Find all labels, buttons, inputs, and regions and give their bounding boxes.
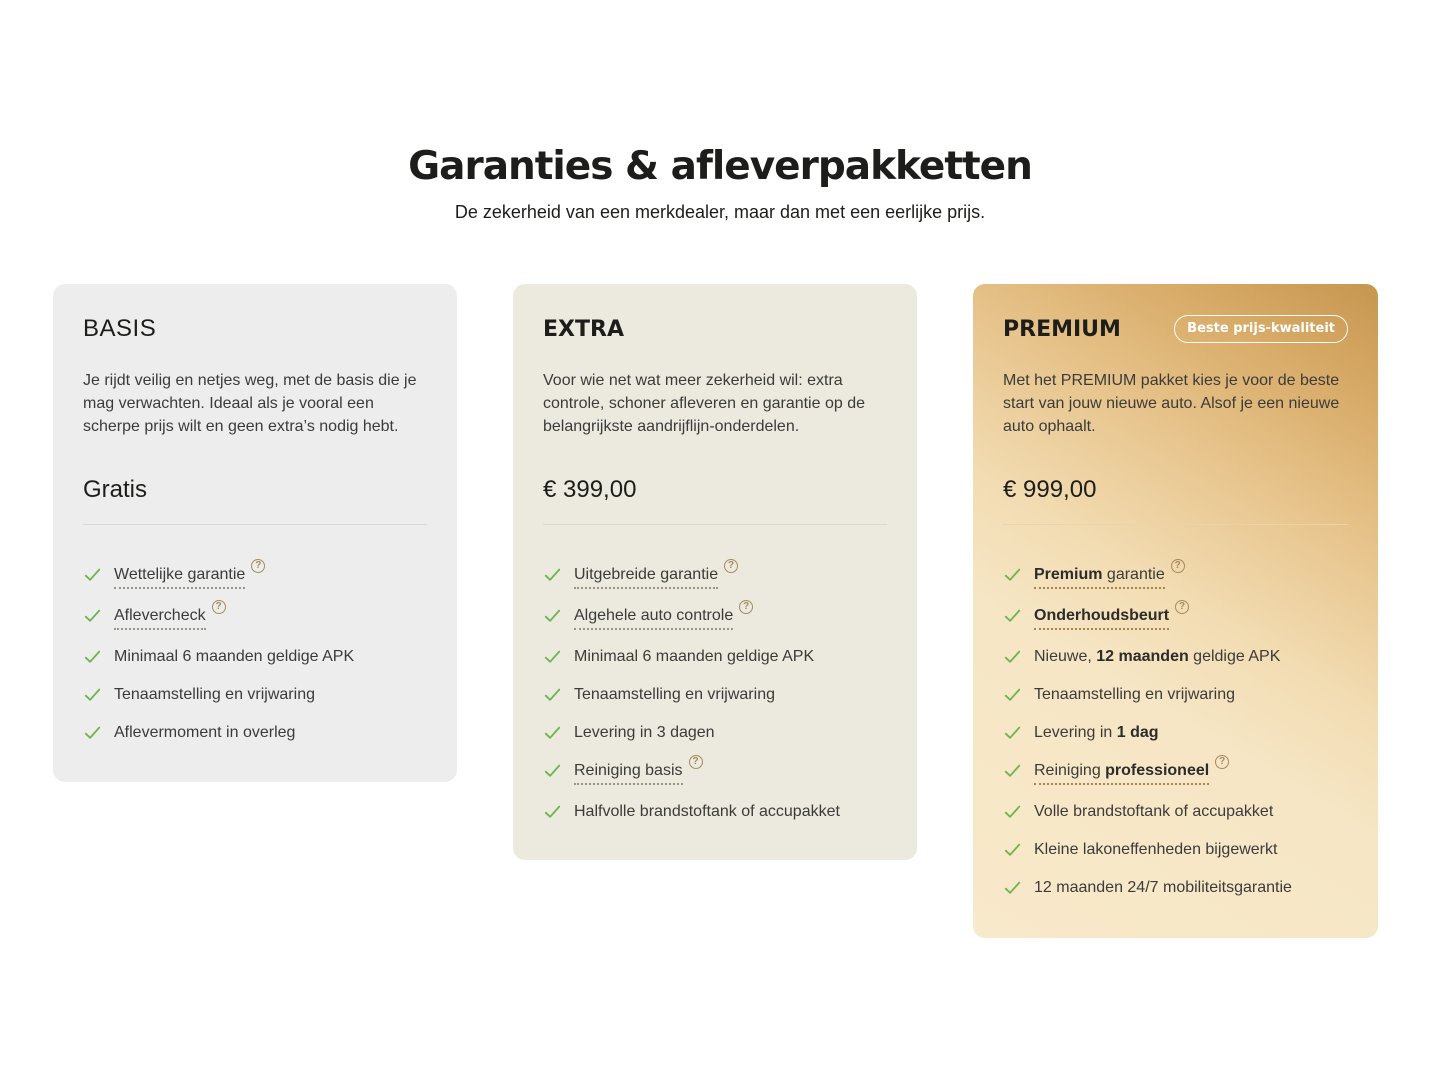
package-description: Met het PREMIUM pakket kies je voor de beste start van jouw nieuwe auto. Alsof je een nieuwe auto ophaalt.	[1003, 372, 1340, 435]
check-icon	[543, 802, 562, 821]
feature-row	[1003, 800, 1348, 823]
help-icon[interactable]: ?	[1175, 600, 1189, 614]
check-icon	[1003, 840, 1022, 859]
feature-label[interactable]: Premium garantie	[1034, 563, 1165, 589]
check-icon	[1003, 761, 1022, 780]
feature-list	[83, 560, 427, 744]
feature-label: Nieuwe, 12 maanden geldige APK	[1034, 648, 1281, 665]
check-icon	[1003, 723, 1022, 742]
help-icon[interactable]: ?	[739, 600, 753, 614]
feature-row	[543, 683, 887, 706]
feature-label: Halfvolle brandstoftank of accupakket	[574, 803, 840, 820]
help-icon[interactable]: ?	[1215, 755, 1229, 769]
check-icon	[83, 685, 102, 704]
feature-row	[83, 601, 427, 630]
feature-label[interactable]: Algehele auto controle	[574, 604, 733, 630]
feature-list	[543, 560, 887, 823]
help-icon[interactable]: ?	[212, 600, 226, 614]
feature-row	[83, 721, 427, 744]
feature-label: 12 maanden 24/7 mobiliteitsgarantie	[1034, 879, 1292, 896]
help-icon[interactable]: ?	[689, 755, 703, 769]
check-icon	[1003, 565, 1022, 584]
feature-row	[1003, 756, 1348, 785]
package-title-extra: EXTRA	[543, 316, 624, 342]
feature-row	[543, 756, 887, 785]
check-icon	[1003, 802, 1022, 821]
feature-label: Tenaamstelling en vrijwaring	[574, 686, 775, 703]
feature-label: Tenaamstelling en vrijwaring	[114, 686, 315, 703]
page-title: Garanties & afleverpakketten	[408, 144, 1032, 189]
feature-row	[83, 645, 427, 668]
help-icon[interactable]: ?	[1171, 559, 1185, 573]
feature-label: Levering in 1 dag	[1034, 724, 1159, 741]
feature-label[interactable]: Reiniging basis	[574, 759, 683, 785]
check-icon	[543, 761, 562, 780]
check-icon	[83, 723, 102, 742]
package-card-premium	[973, 284, 1378, 938]
best-value-badge: Beste prijs-kwaliteit	[1174, 315, 1348, 343]
feature-row	[543, 721, 887, 744]
feature-label: Levering in 3 dagen	[574, 724, 715, 741]
feature-row	[1003, 601, 1348, 630]
package-description: Je rijdt veilig en netjes weg, met de basis die je mag verwachten. Ideaal als je vooral een scherpe prijs wilt en geen extra’s nodig hebt.	[83, 372, 417, 435]
feature-label[interactable]: Onderhoudsbeurt	[1034, 604, 1169, 630]
package-price: Gratis	[83, 476, 148, 503]
check-icon	[543, 565, 562, 584]
feature-row	[83, 560, 427, 589]
feature-row	[1003, 683, 1348, 706]
check-icon	[1003, 647, 1022, 666]
divider	[1003, 524, 1348, 525]
package-price: € 399,00	[543, 476, 637, 503]
check-icon	[543, 685, 562, 704]
feature-row	[543, 560, 887, 589]
feature-label: Tenaamstelling en vrijwaring	[1034, 686, 1235, 703]
feature-label: Aflevermoment in overleg	[114, 724, 296, 741]
package-price: € 999,00	[1003, 476, 1097, 503]
feature-label: Minimaal 6 maanden geldige APK	[574, 648, 815, 665]
package-title-basis: BASIS	[83, 315, 157, 342]
check-icon	[83, 647, 102, 666]
feature-label[interactable]: Reiniging professioneel	[1034, 759, 1209, 785]
check-icon	[83, 606, 102, 625]
divider	[543, 524, 887, 525]
feature-row	[83, 683, 427, 706]
feature-label[interactable]: Uitgebreide garantie	[574, 563, 718, 589]
check-icon	[543, 606, 562, 625]
feature-row	[1003, 838, 1348, 861]
feature-row	[543, 601, 887, 630]
check-icon	[1003, 606, 1022, 625]
check-icon	[83, 565, 102, 584]
help-icon[interactable]: ?	[251, 559, 265, 573]
package-card-basis	[53, 284, 457, 782]
package-card-extra	[513, 284, 917, 860]
card-header	[543, 315, 887, 343]
feature-label: Volle brandstoftank of accupakket	[1034, 803, 1274, 820]
feature-label: Minimaal 6 maanden geldige APK	[114, 648, 355, 665]
feature-label[interactable]: Wettelijke garantie	[114, 563, 245, 589]
check-icon	[1003, 878, 1022, 897]
check-icon	[543, 723, 562, 742]
feature-row	[1003, 876, 1348, 899]
feature-label[interactable]: Aflevercheck	[114, 604, 206, 630]
feature-row	[543, 800, 887, 823]
package-description: Voor wie net wat meer zekerheid wil: extra controle, schoner afleveren en garantie op de belangrijkste aandrijflijn-onderdelen.	[543, 372, 865, 435]
feature-row	[1003, 560, 1348, 589]
divider	[83, 524, 427, 525]
check-icon	[543, 647, 562, 666]
feature-label: Kleine lakoneffenheden bijgewerkt	[1034, 841, 1278, 858]
help-icon[interactable]: ?	[724, 559, 738, 573]
card-header	[83, 315, 427, 343]
feature-row	[1003, 721, 1348, 744]
feature-list	[1003, 560, 1348, 899]
package-cards	[53, 284, 1378, 938]
card-header	[1003, 315, 1348, 343]
check-icon	[1003, 685, 1022, 704]
page-subtitle: De zekerheid van een merkdealer, maar dan met een eerlijke prijs.	[454, 202, 986, 222]
feature-row	[543, 645, 887, 668]
feature-row	[1003, 645, 1348, 668]
package-title-premium: PREMIUM	[1003, 316, 1121, 342]
